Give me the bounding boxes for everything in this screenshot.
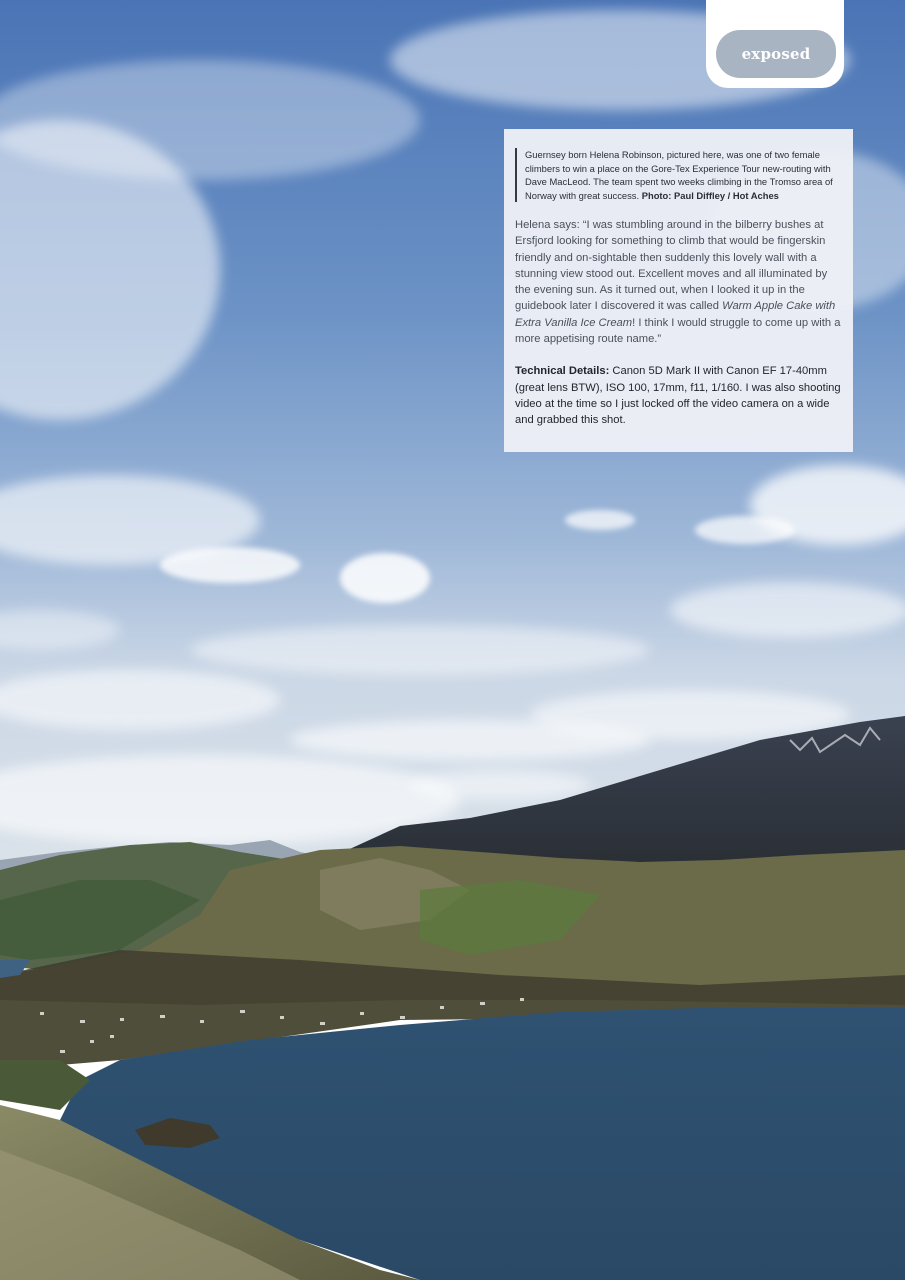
technical-label: Technical Details: bbox=[515, 365, 610, 378]
route-name: Warm Apple Cake with Extra Vanilla Ice Cream bbox=[515, 300, 836, 329]
section-tab bbox=[706, 0, 844, 88]
helena-quote bbox=[515, 217, 842, 347]
quote-part-1: Helena says: “I was stumbling around in the bilberry bushes at Ersfjord looking for something to climb that would be fingerskin friendly and on-sightable then suddenly this lovely wall with a stunning view stood out. Excellent moves and all illuminated by the evening sun. As it turned out, when I looked it up in the guidebook later I discovered it was called bbox=[515, 219, 828, 313]
caption-text: Guernsey born Helena Robinson, pictured here, was one of two female climbers to win a place on the Gore-Tex Experience Tour new-routing with Dave MacLeod. The team spent two weeks climbing in the Tromso area of Norway with great success. bbox=[525, 149, 833, 201]
photo-credit: Photo: Paul Diffley / Hot Aches bbox=[641, 189, 779, 201]
photo-caption bbox=[515, 148, 842, 202]
quote-part-2: ! I think I would struggle to come up with a more appetising route name.” bbox=[515, 316, 841, 346]
technical-details bbox=[515, 363, 842, 428]
text-panel bbox=[504, 129, 853, 452]
section-label: exposed bbox=[716, 30, 836, 78]
technical-text: Canon 5D Mark II with Canon EF 17-40mm (great lens BTW), ISO 100, 17mm, f11, 1/160. I was also shooting video at the time so I just locked off the video camera on a wide and grabbed this shot. bbox=[515, 365, 841, 427]
